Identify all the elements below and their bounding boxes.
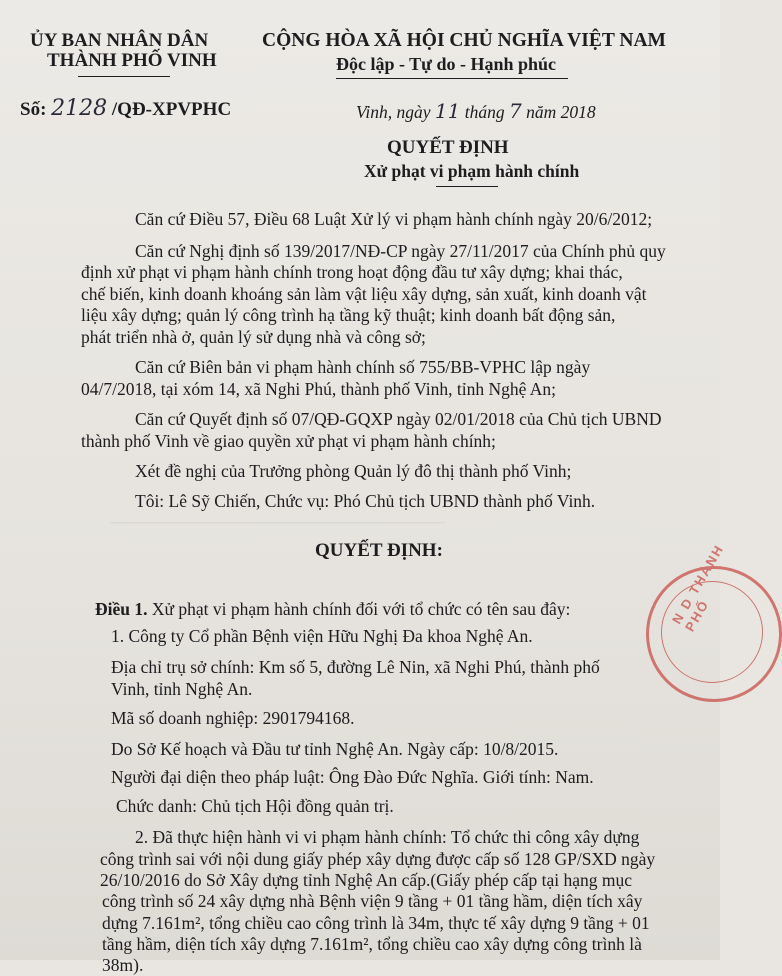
decision-title: QUYẾT ĐỊNH [387, 137, 509, 158]
preamble-line: liệu xây dựng; quản lý công trình hạ tầng kỹ thuật; kinh doanh bất động sản, [81, 305, 616, 325]
national-motto: Độc lập - Tự do - Hạnh phúc [336, 54, 557, 74]
preamble-line: 04/7/2018, tại xóm 14, xã Nghi Phú, thành phố Vinh, tỉnh Nghệ An; [81, 379, 557, 399]
subtitle-underline [436, 186, 498, 187]
preamble-line: Căn cứ Nghị định số 139/2017/NĐ-CP ngày 27/11/2017 của Chính phủ quy [135, 241, 666, 261]
red-stamp [646, 541, 782, 702]
bleed-through: ———————————————————————— [110, 515, 446, 530]
date-year: năm 2018 [526, 102, 596, 122]
article-1-para2-line: công trình số 24 xây dựng nhà Bệnh viện 9 tầng + 01 tầng hầm, diện tích xây [102, 891, 643, 911]
so-number-handwritten: 2128 [51, 96, 108, 121]
article-1-para2-line: dựng 7.161m², tổng chiều cao công trình là 34m, thực tế xây dựng 9 tầng + 01 [102, 913, 650, 933]
article-1-para2-line: 38m). [102, 955, 144, 975]
preamble-line: phát triển nhà ở, quản lý sử dụng nhà và công sở; [81, 327, 426, 347]
red-stamp-text: N D THÀNH PHỐ [669, 541, 727, 634]
article-1-line: Do Sở Kế hoạch và Đầu tư tỉnh Nghệ An. Ngày cấp: 10/8/2015. [111, 739, 559, 759]
decision-heading: QUYẾT ĐỊNH: [315, 540, 443, 561]
article-1-intro: Xử phạt vi phạm hành chính đối với tổ chức có tên sau đây: [147, 599, 571, 619]
article-1-para2-line: 26/10/2016 do Sở Xây dựng tỉnh Nghệ An cấp.(Giấy phép cấp tại hạng mục [100, 870, 632, 890]
date-prefix: Vinh, ngày [356, 102, 431, 122]
article-1-line: Chức danh: Chủ tịch Hội đồng quản trị. [116, 796, 394, 816]
date-month-label: tháng [464, 102, 505, 122]
article-1-para2-line: 2. Đã thực hiện hành vi vi phạm hành chính: Tổ chức thi công xây dựng [135, 827, 640, 847]
article-1-label: Điều 1. [95, 599, 148, 619]
so-suffix: /QĐ-XPVPHC [111, 99, 232, 120]
agency-underline [78, 76, 170, 77]
preamble-line: Xét đề nghị của Trưởng phòng Quản lý đô thị thành phố Vinh; [135, 461, 572, 481]
article-1-para2-line: công trình sai với nội dung giấy phép xây dựng được cấp số 128 GP/SXD ngày [100, 849, 656, 869]
preamble-line: Căn cứ Quyết định số 07/QĐ-GQXP ngày 02/01/2018 của Chủ tịch UBND [135, 409, 662, 429]
date-day-handwritten: 11 [434, 99, 461, 123]
date-month-handwritten: 7 [508, 99, 522, 123]
article-1-line: Vinh, tỉnh Nghệ An. [111, 679, 253, 699]
article-1-line: 1. Công ty Cổ phần Bệnh viện Hữu Nghị Đa khoa Nghệ An. [111, 626, 533, 646]
so-label: Số: [20, 99, 47, 120]
preamble-line: định xử phạt vi phạm hành chính trong hoạt động đầu tư xây dựng; khai thác, [81, 262, 623, 282]
issue-date [356, 100, 596, 123]
agency-name-line2: THÀNH PHỐ VINH [47, 50, 217, 71]
preamble-line: Căn cứ Biên bản vi phạm hành chính số 755/BB-VPHC lập ngày [135, 357, 591, 377]
article-1-line: Người đại diện theo pháp luật: Ông Đào Đức Nghĩa. Giới tính: Nam. [111, 767, 594, 787]
article-1-line: Mã số doanh nghiệp: 2901794168. [111, 708, 355, 728]
motto-underline [336, 78, 568, 79]
article-1-para2-line: tầng hầm, diện tích xây dựng 7.161m², tổng chiều cao xây dựng công trình là [102, 934, 642, 954]
article-1-heading [95, 598, 570, 620]
preamble-line: chế biến, kinh doanh khoáng sản làm vật liệu xây dựng, sản xuất, kinh doanh vật [81, 284, 647, 304]
national-title: CỘNG HÒA XÃ HỘI CHỦ NGHĨA VIỆT NAM [262, 30, 666, 51]
decision-number [20, 98, 231, 121]
preamble-line: Tôi: Lê Sỹ Chiến, Chức vụ: Phó Chủ tịch UBND thành phố Vinh. [135, 491, 596, 511]
preamble-line: Căn cứ Điều 57, Điều 68 Luật Xử lý vi phạm hành chính ngày 20/6/2012; [135, 209, 653, 229]
decision-subtitle: Xử phạt vi phạm hành chính [364, 161, 580, 181]
agency-name-line1: ỦY BAN NHÂN DÂN [30, 30, 209, 51]
article-1-line: Địa chỉ trụ sở chính: Km số 5, đường Lê Nin, xã Nghi Phú, thành phố [111, 657, 600, 677]
preamble-line: thành phố Vinh về giao quyền xử phạt vi phạm hành chính; [81, 431, 496, 451]
